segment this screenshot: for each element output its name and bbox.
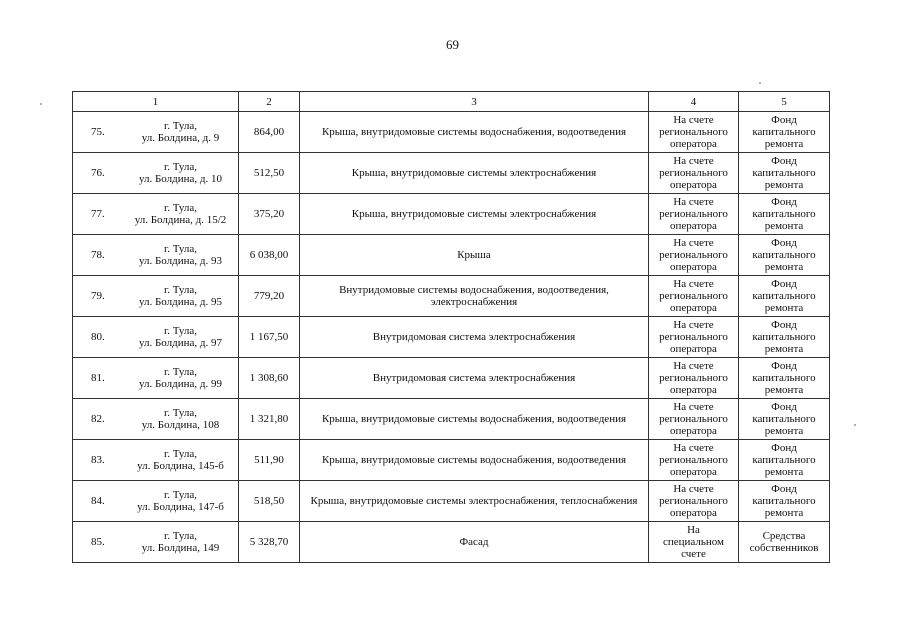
- cost-cell: 375,20: [239, 194, 300, 235]
- funding-source-cell: [739, 358, 830, 399]
- cost-cell: 1 308,60: [239, 358, 300, 399]
- account-line: регионального: [659, 249, 728, 261]
- table-header-row: [73, 92, 830, 112]
- table-row: [73, 358, 830, 399]
- row-number: 77.: [91, 208, 105, 220]
- account-cell: [649, 358, 739, 399]
- row-number: 80.: [91, 331, 105, 343]
- address-cell: [73, 481, 239, 522]
- address-city: г. Тула,: [163, 448, 198, 460]
- row-number: 85.: [91, 536, 105, 548]
- funding-line: капитального: [752, 454, 816, 466]
- works-cell: Крыша, внутридомовые системы водоснабжения, водоотведения: [300, 440, 649, 481]
- account-line: оператора: [670, 507, 717, 519]
- account-line: регионального: [659, 126, 728, 138]
- column-header: 5: [739, 92, 830, 112]
- table-row: [73, 194, 830, 235]
- account-line: оператора: [670, 425, 717, 437]
- address-city: г. Тула,: [163, 202, 198, 214]
- address-city: г. Тула,: [163, 120, 198, 132]
- cost-cell: 511,90: [239, 440, 300, 481]
- funding-line: собственников: [749, 542, 819, 554]
- funding-line: Фонд: [771, 319, 797, 331]
- account-line: оператора: [670, 343, 717, 355]
- address-cell: [73, 112, 239, 153]
- account-cell: [649, 522, 739, 563]
- address-street: ул. Болдина, д. 97: [138, 337, 222, 349]
- funding-line: Фонд: [771, 196, 797, 208]
- works-cell: Крыша, внутридомовые системы электроснабжения: [300, 153, 649, 194]
- account-line: На счете: [673, 483, 714, 495]
- funding-source-cell: [739, 481, 830, 522]
- table-row: [73, 112, 830, 153]
- row-number: 79.: [91, 290, 105, 302]
- account-line: На счете: [673, 401, 714, 413]
- funding-source-cell: [739, 235, 830, 276]
- table-row: [73, 153, 830, 194]
- account-cell: [649, 399, 739, 440]
- funding-line: ремонта: [764, 343, 804, 355]
- table-row: [73, 399, 830, 440]
- account-line: оператора: [670, 302, 717, 314]
- account-line: оператора: [670, 384, 717, 396]
- account-line: На счете: [673, 196, 714, 208]
- address-street: ул. Болдина, д. 15/2: [134, 214, 227, 226]
- funding-source-cell: [739, 153, 830, 194]
- funding-line: ремонта: [764, 384, 804, 396]
- works-cell: Внутридомовая система электроснабжения: [300, 358, 649, 399]
- funding-line: капитального: [752, 495, 816, 507]
- funding-line: ремонта: [764, 302, 804, 314]
- address-city: г. Тула,: [163, 325, 198, 337]
- address-street: ул. Болдина, 145-б: [137, 460, 224, 472]
- account-line: На счете: [673, 360, 714, 372]
- table-row: [73, 235, 830, 276]
- funding-line: капитального: [752, 249, 816, 261]
- cost-cell: 1 167,50: [239, 317, 300, 358]
- funding-source-cell: [739, 522, 830, 563]
- account-cell: [649, 317, 739, 358]
- account-line: счете: [681, 548, 706, 560]
- works-cell: Внутридомовая система электроснабжения: [300, 317, 649, 358]
- cost-cell: 779,20: [239, 276, 300, 317]
- works-cell: Внутридомовые системы водоснабжения, водоотведения, электроснабжения: [300, 276, 649, 317]
- account-line: оператора: [670, 220, 717, 232]
- works-cell: Крыша: [300, 235, 649, 276]
- account-line: На счете: [673, 155, 714, 167]
- account-line: На счете: [673, 237, 714, 249]
- works-cell: Крыша, внутридомовые системы электроснабжения, теплоснабжения: [300, 481, 649, 522]
- account-cell: [649, 112, 739, 153]
- account-cell: [649, 440, 739, 481]
- cost-cell: 5 328,70: [239, 522, 300, 563]
- cost-cell: 512,50: [239, 153, 300, 194]
- account-line: На счете: [673, 442, 714, 454]
- account-line: регионального: [659, 167, 728, 179]
- funding-line: Фонд: [771, 360, 797, 372]
- account-cell: [649, 194, 739, 235]
- funding-line: ремонта: [764, 466, 804, 478]
- address-cell: [73, 235, 239, 276]
- address-city: г. Тула,: [163, 407, 198, 419]
- works-cell: Крыша, внутридомовые системы водоснабжения, водоотведения: [300, 399, 649, 440]
- funding-source-cell: [739, 112, 830, 153]
- table-row: [73, 317, 830, 358]
- account-line: регионального: [659, 454, 728, 466]
- funding-line: капитального: [752, 126, 816, 138]
- column-header: 4: [649, 92, 739, 112]
- scan-speck: [854, 424, 856, 426]
- table-row: [73, 276, 830, 317]
- table-row: [73, 481, 830, 522]
- funding-line: Фонд: [771, 278, 797, 290]
- row-number: 84.: [91, 495, 105, 507]
- column-header: 3: [300, 92, 649, 112]
- scan-speck: [40, 103, 42, 105]
- funding-line: Фонд: [771, 483, 797, 495]
- account-line: На счете: [673, 278, 714, 290]
- row-number: 82.: [91, 413, 105, 425]
- funding-line: ремонта: [764, 507, 804, 519]
- account-line: На: [687, 524, 700, 536]
- funding-line: ремонта: [764, 179, 804, 191]
- address-city: г. Тула,: [163, 161, 198, 173]
- table-row: [73, 522, 830, 563]
- address-street: ул. Болдина, 108: [141, 419, 220, 431]
- column-header: 2: [239, 92, 300, 112]
- funding-line: ремонта: [764, 138, 804, 150]
- account-cell: [649, 153, 739, 194]
- row-number: 81.: [91, 372, 105, 384]
- address-cell: [73, 358, 239, 399]
- funding-line: Фонд: [771, 442, 797, 454]
- address-cell: [73, 194, 239, 235]
- cost-cell: 518,50: [239, 481, 300, 522]
- funding-line: Средства: [762, 530, 806, 542]
- funding-line: капитального: [752, 208, 816, 220]
- funding-line: Фонд: [771, 237, 797, 249]
- funding-line: капитального: [752, 331, 816, 343]
- row-number: 76.: [91, 167, 105, 179]
- address-city: г. Тула,: [163, 530, 198, 542]
- cost-cell: 864,00: [239, 112, 300, 153]
- cost-cell: 1 321,80: [239, 399, 300, 440]
- works-cell: Крыша, внутридомовые системы водоснабжения, водоотведения: [300, 112, 649, 153]
- address-cell: [73, 399, 239, 440]
- account-line: оператора: [670, 261, 717, 273]
- address-cell: [73, 522, 239, 563]
- address-cell: [73, 440, 239, 481]
- account-cell: [649, 276, 739, 317]
- account-line: регионального: [659, 208, 728, 220]
- row-number: 75.: [91, 126, 105, 138]
- account-line: регионального: [659, 413, 728, 425]
- address-city: г. Тула,: [163, 243, 198, 255]
- column-header: 1: [73, 92, 239, 112]
- account-line: На счете: [673, 114, 714, 126]
- account-line: специальном: [662, 536, 725, 548]
- account-line: оператора: [670, 466, 717, 478]
- account-line: оператора: [670, 138, 717, 150]
- account-line: регионального: [659, 372, 728, 384]
- address-street: ул. Болдина, 149: [141, 542, 220, 554]
- funding-line: капитального: [752, 372, 816, 384]
- address-city: г. Тула,: [163, 489, 198, 501]
- works-cell: Фасад: [300, 522, 649, 563]
- funding-source-cell: [739, 317, 830, 358]
- funding-source-cell: [739, 276, 830, 317]
- address-street: ул. Болдина, д. 99: [138, 378, 222, 390]
- account-cell: [649, 235, 739, 276]
- funding-source-cell: [739, 399, 830, 440]
- funding-line: капитального: [752, 290, 816, 302]
- account-line: На счете: [673, 319, 714, 331]
- row-number: 83.: [91, 454, 105, 466]
- address-street: ул. Болдина, 147-б: [137, 501, 224, 513]
- account-line: регионального: [659, 290, 728, 302]
- address-street: ул. Болдина, д. 95: [138, 296, 222, 308]
- account-cell: [649, 481, 739, 522]
- account-line: оператора: [670, 179, 717, 191]
- address-street: ул. Болдина, д. 10: [138, 173, 222, 185]
- account-line: регионального: [659, 495, 728, 507]
- scan-speck: [759, 82, 761, 84]
- table-row: [73, 440, 830, 481]
- works-cell: Крыша, внутридомовые системы электроснабжения: [300, 194, 649, 235]
- funding-line: ремонта: [764, 220, 804, 232]
- row-number: 78.: [91, 249, 105, 261]
- account-line: регионального: [659, 331, 728, 343]
- address-city: г. Тула,: [163, 366, 198, 378]
- funding-line: Фонд: [771, 401, 797, 413]
- funding-line: Фонд: [771, 114, 797, 126]
- funding-line: капитального: [752, 413, 816, 425]
- address-cell: [73, 317, 239, 358]
- funding-source-cell: [739, 440, 830, 481]
- funding-line: капитального: [752, 167, 816, 179]
- address-cell: [73, 153, 239, 194]
- address-city: г. Тула,: [163, 284, 198, 296]
- address-cell: [73, 276, 239, 317]
- capital-repair-table: [72, 91, 830, 563]
- cost-cell: 6 038,00: [239, 235, 300, 276]
- page-number: 69: [446, 37, 459, 52]
- funding-line: Фонд: [771, 155, 797, 167]
- funding-source-cell: [739, 194, 830, 235]
- funding-line: ремонта: [764, 261, 804, 273]
- funding-line: ремонта: [764, 425, 804, 437]
- address-street: ул. Болдина, д. 93: [138, 255, 222, 267]
- address-street: ул. Болдина, д. 9: [141, 132, 220, 144]
